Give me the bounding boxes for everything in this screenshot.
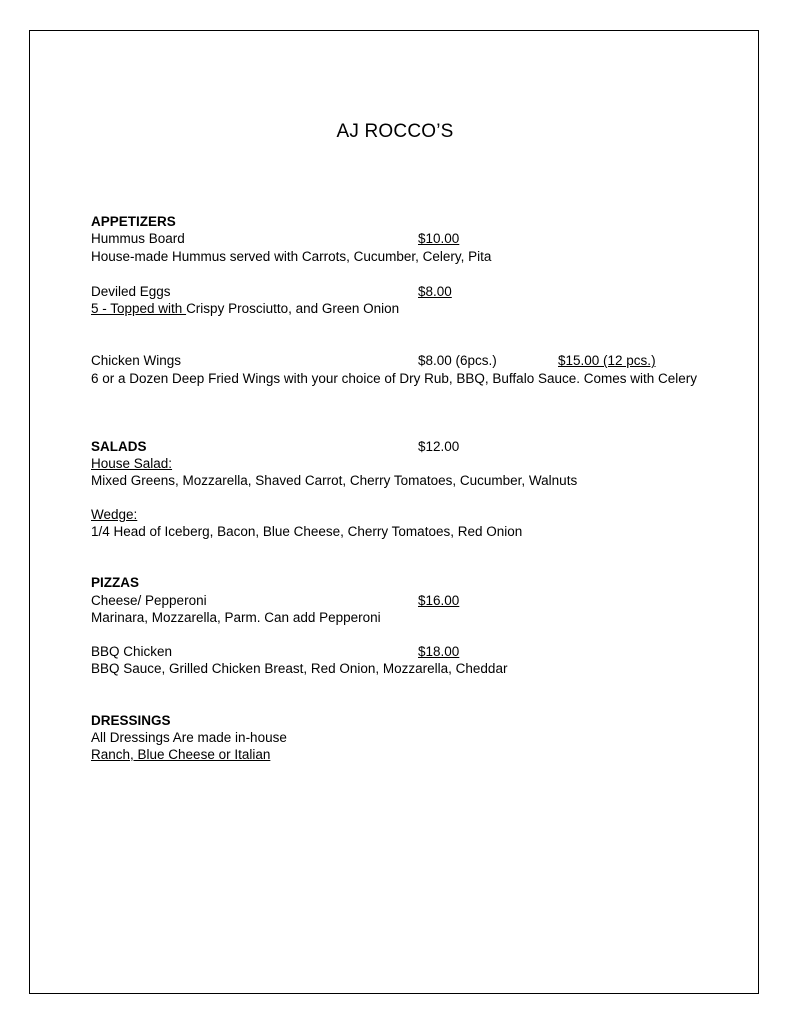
chicken-wings-name: Chicken Wings [91,353,182,368]
hummus-board-name: Hummus Board [91,231,185,246]
wedge-salad-name: Wedge: [91,507,138,522]
appetizers-heading: APPETIZERS [91,214,176,229]
chicken-wings-price-large: $15.00 (12 pcs.) [558,353,656,368]
dressings-options: Ranch, Blue Cheese or Italian [91,747,271,762]
bbq-chicken-pizza-description: BBQ Sauce, Grilled Chicken Breast, Red Onion, Mozzarella, Cheddar [91,661,508,676]
deviled-eggs-toppings: Crispy Prosciutto, and Green Onion [186,301,400,316]
deviled-eggs-description [91,300,399,317]
menu-page [29,30,759,994]
wedge-salad-description: 1/4 Head of Iceberg, Bacon, Blue Cheese, Cherry Tomatoes, Red Onion [91,524,523,539]
salads-price: $12.00 [418,439,460,454]
bbq-chicken-pizza-price: $18.00 [418,644,460,659]
house-salad-name: House Salad: [91,456,173,471]
hummus-board-row [91,230,459,247]
bbq-chicken-pizza-name: BBQ Chicken [91,644,173,659]
cheese-pizza-price: $16.00 [418,593,460,608]
salads-heading: SALADS [91,439,147,454]
deviled-eggs-price: $8.00 [418,284,452,299]
pizzas-heading: PIZZAS [91,575,140,590]
deviled-eggs-row [91,283,452,300]
house-salad-description: Mixed Greens, Mozzarella, Shaved Carrot, Cherry Tomatoes, Cucumber, Walnuts [91,473,578,488]
hummus-board-description: House-made Hummus served with Carrots, Cucumber, Celery, Pita [91,249,492,264]
cheese-pizza-row [91,592,459,609]
hummus-board-price: $10.00 [418,231,460,246]
dressings-note: All Dressings Are made in-house [91,730,287,745]
bbq-chicken-pizza-row [91,643,459,660]
chicken-wings-description: 6 or a Dozen Deep Fried Wings with your choice of Dry Rub, BBQ, Buffalo Sauce. Comes with Celery [91,371,698,386]
deviled-eggs-name: Deviled Eggs [91,284,171,299]
restaurant-title: AJ ROCCO’S [336,121,454,142]
deviled-eggs-count: 5 - Topped with [91,301,187,316]
cheese-pizza-description: Marinara, Mozzarella, Parm. Can add Pepperoni [91,610,381,625]
cheese-pizza-name: Cheese/ Pepperoni [91,593,207,608]
chicken-wings-row [91,352,656,369]
chicken-wings-price-small: $8.00 (6pcs.) [418,353,497,368]
dressings-heading: DRESSINGS [91,713,171,728]
